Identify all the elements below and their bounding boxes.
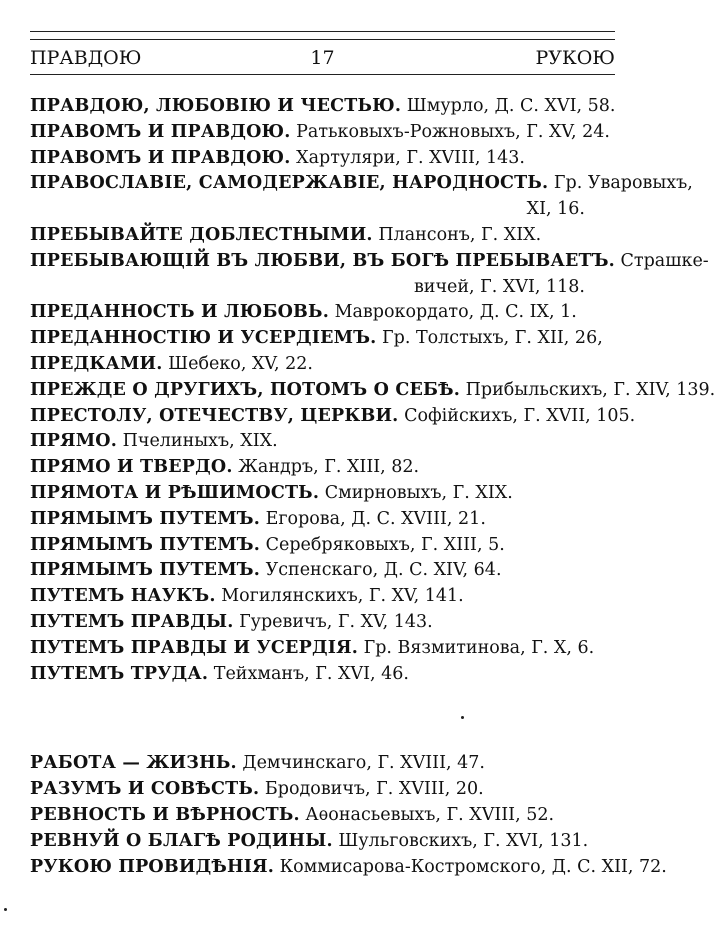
motto-entry — [30, 829, 615, 855]
motto-source: Егорова, Д. С. XVIII, 21. — [265, 508, 486, 529]
motto-text: ПРЕДАННОСТІЮ И УСЕРДІЕМЪ. — [30, 328, 377, 349]
motto-text: ПРЯМЫМЪ ПУТЕМЪ. — [30, 508, 261, 529]
motto-text: ПРЕДАННОСТЬ И ЛЮБОВЬ. — [30, 302, 329, 323]
motto-entry — [30, 777, 615, 803]
motto-source: Гуревичъ, Г. XV, 143. — [239, 611, 433, 632]
motto-source: Аѳонасьевыхъ, Г. XVIII, 52. — [305, 804, 555, 825]
motto-source: Софійскихъ, Г. XVII, 105. — [404, 405, 636, 426]
motto-source: Прибыльскихъ, Г. XIV, 139. — [465, 379, 715, 400]
motto-source: Гр. Уваровыхъ, — [553, 173, 693, 194]
motto-source: Могилянскихъ, Г. XV, 141. — [221, 586, 464, 607]
motto-source-continuation: вичей, Г. XVI, 118. — [413, 276, 585, 297]
page-number: 17 — [310, 47, 335, 69]
motto-entry — [30, 507, 615, 533]
motto-text: РЕВНУЙ О БЛАГѢ РОДИНЫ. — [30, 830, 333, 851]
motto-source: Тейхманъ, Г. XVI, 46. — [213, 663, 409, 684]
motto-text: ПРЕДКАМИ. — [30, 353, 163, 374]
motto-entry — [30, 326, 615, 352]
motto-source: Пчелиныхъ, XIX. — [122, 431, 278, 452]
motto-text: ПРАВОСЛАВІЕ, САМОДЕРЖАВІЕ, НАРОДНОСТЬ. — [30, 173, 549, 194]
motto-text: ПРАВОМЪ И ПРАВДОЮ. — [30, 147, 291, 168]
motto-entry — [30, 94, 615, 120]
section-gap — [30, 687, 615, 751]
motto-text: ПРАВОМЪ И ПРАВДОЮ. — [30, 121, 291, 142]
motto-entry — [30, 481, 615, 507]
motto-source-continuation: XI, 16. — [526, 199, 585, 220]
motto-entry — [30, 171, 693, 223]
motto-source: Гр. Толстыхъ, Г. XII, 26, — [382, 328, 603, 349]
motto-source: Жандръ, Г. XIII, 82. — [238, 457, 420, 478]
running-header — [30, 44, 615, 72]
motto-source: Шульговскихъ, Г. XVI, 131. — [338, 830, 589, 851]
top-rule-inner — [30, 39, 615, 40]
motto-text: ПРАВДОЮ, ЛЮБОВІЮ И ЧЕСТЬЮ. — [30, 96, 402, 116]
motto-source: Коммисарова-Костромского, Д. С. XII, 72. — [279, 856, 667, 877]
motto-source: Смирновыхъ, Г. XIX. — [324, 482, 513, 503]
motto-text: ПРЯМЫМЪ ПУТЕМЪ. — [30, 560, 261, 581]
motto-entry — [30, 533, 615, 559]
motto-source: Бродовичъ, Г. XVIII, 20. — [264, 779, 484, 800]
motto-source: Маврокордато, Д. С. IX, 1. — [334, 302, 577, 323]
motto-text: ПРЯМО И ТВЕРДО. — [30, 457, 233, 478]
motto-entry — [30, 803, 615, 829]
motto-entry — [30, 610, 615, 636]
motto-entry — [30, 455, 615, 481]
motto-source: Серебряковыхъ, Г. XIII, 5. — [265, 534, 505, 555]
motto-text: ПРЕЖДЕ О ДРУГИХЪ, ПОТОМЪ О СЕБѢ. — [30, 379, 461, 400]
motto-source: Шебеко, XV, 22. — [168, 353, 313, 374]
motto-entry — [30, 662, 615, 688]
motto-entry — [30, 223, 615, 249]
top-rule — [30, 31, 615, 32]
motto-entry — [30, 300, 615, 326]
motto-source: Ратьковыхъ-Рожновыхъ, Г. XV, 24. — [296, 121, 610, 142]
motto-text: ПРЕСТОЛУ, ОТЕЧЕСТВУ, ЦЕРКВИ. — [30, 405, 399, 426]
motto-entry — [30, 558, 615, 584]
motto-source: Плансонъ, Г. XIX. — [378, 224, 542, 245]
motto-text: РЕВНОСТЬ И ВѢРНОСТЬ. — [30, 804, 300, 825]
motto-source: Демчинскаго, Г. XVIII, 47. — [242, 753, 485, 774]
motto-entry — [30, 636, 615, 662]
motto-text: ПРЕБЫВАЙТЕ ДОБЛЕСТНЫМИ. — [30, 224, 373, 245]
motto-entry — [30, 146, 615, 172]
motto-source: Страшке- — [620, 250, 709, 271]
motto-text: ПУТЕМЪ НАУКЪ. — [30, 586, 216, 607]
motto-source: Успенскаго, Д. С. XIV, 64. — [265, 560, 502, 581]
motto-text: ПУТЕМЪ ПРАВДЫ. — [30, 611, 234, 632]
motto-text: ПРЕБЫВАЮЩІЙ ВЪ ЛЮБВИ, ВЪ БОГѢ ПРЕБЫВАЕТЪ. — [30, 250, 615, 271]
motto-entry — [30, 249, 709, 301]
motto-entry — [30, 751, 615, 777]
print-speck — [4, 908, 7, 911]
motto-list — [30, 94, 715, 880]
motto-entry — [30, 855, 667, 881]
motto-source: Гр. Вязмитинова, Г. X, 6. — [363, 637, 595, 658]
header-left-word: ПРАВДОЮ — [30, 47, 142, 69]
motto-entry — [30, 120, 615, 146]
motto-text: РУКОЮ ПРОВИДѢНІЯ. — [30, 856, 275, 877]
motto-text: РАБОТА — ЖИЗНЬ. — [30, 753, 237, 774]
motto-text: ПУТЕМЪ ТРУДА. — [30, 663, 209, 684]
motto-entry — [30, 584, 615, 610]
motto-entry — [30, 429, 615, 455]
motto-text: ПУТЕМЪ ПРАВДЫ И УСЕРДІЯ. — [30, 637, 359, 658]
motto-entry — [30, 378, 715, 404]
motto-entry — [30, 352, 615, 378]
motto-text: РАЗУМЪ И СОВѢСТЬ. — [30, 779, 260, 800]
motto-source: Хартуляри, Г. XVIII, 143. — [296, 147, 525, 168]
print-speck — [461, 716, 464, 719]
motto-text: ПРЯМЫМЪ ПУТЕМЪ. — [30, 534, 261, 555]
header-right-word: РУКОЮ — [535, 47, 615, 69]
motto-entry — [30, 404, 636, 430]
motto-text: ПРЯМОТА И РѢШИМОСТЬ. — [30, 482, 320, 503]
motto-source: Шмурло, Д. С. XVI, 58. — [406, 96, 616, 116]
header-rule — [30, 74, 615, 75]
motto-text: ПРЯМО. — [30, 431, 118, 452]
